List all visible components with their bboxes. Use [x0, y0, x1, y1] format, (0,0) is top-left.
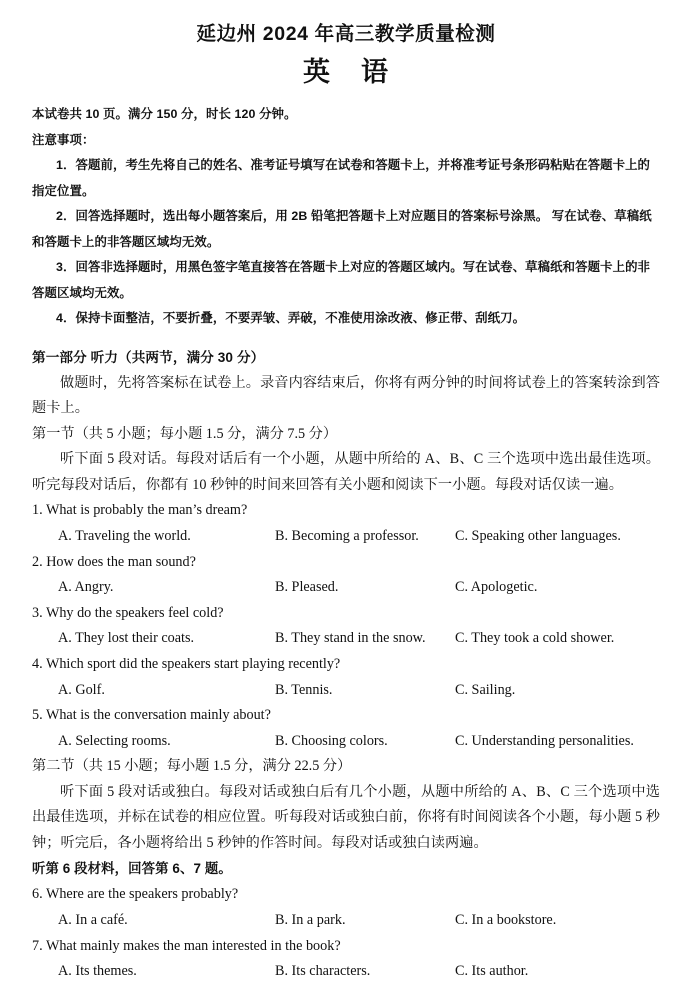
question-7-number: 7. — [32, 937, 43, 954]
question-1-text: What is probably the man’s dream? — [45, 502, 248, 519]
subject-title — [32, 53, 660, 92]
question-6 — [32, 882, 660, 933]
question-6-number: 6. — [32, 886, 43, 903]
question-1-option-b[interactable]: B. Becoming a professor. — [275, 527, 419, 544]
question-3-option-a[interactable]: A. They lost their coats. — [58, 630, 195, 647]
question-2-option-a[interactable]: A. Angry. — [58, 579, 114, 596]
notice-item-4: 4．保持卡面整洁，不要折叠，不要弄皱、弄破，不准使用涂改液、修正带、刮纸刀。 — [56, 311, 526, 326]
notice-label: 注意事项： — [32, 132, 95, 147]
question-3-number: 3. — [32, 604, 43, 621]
subject-char-second: 语 — [361, 57, 389, 88]
question-4-stem — [32, 652, 660, 678]
subject-char-first: 英 — [303, 57, 331, 88]
question-5-option-c[interactable]: C. Understanding personalities. — [455, 732, 634, 749]
section-one-directions — [32, 447, 660, 498]
question-3-text: Why do the speakers feel cold? — [45, 604, 224, 621]
question-2 — [32, 550, 660, 601]
question-7-options — [32, 959, 660, 985]
question-1-stem — [32, 498, 660, 524]
question-4-options — [32, 678, 660, 704]
question-7-option-c[interactable]: C. Its author. — [455, 963, 529, 980]
question-6-option-b[interactable]: B. In a park. — [275, 911, 346, 928]
notice-item-2: 2．回答选择题时，选出每小题答案后，用 2B 铅笔把答题卡上对应题目的答案标号涂黑。 写在试卷、草稿纸和答题卡上的非答题区域均无效。 — [32, 209, 652, 249]
part-one-directions — [32, 371, 660, 422]
part-one-directions-text: 做题时，先将答案标在试卷上。录音内容结束后，你将有两分钟的时间将试卷上的答案转涂到答题卡上。 — [32, 374, 660, 417]
question-3-option-c[interactable]: C. They took a cold shower. — [455, 630, 615, 647]
section-two-heading: 第二节（共 15 小题；每小题 1.5 分，满分 22.5 分） — [32, 758, 352, 775]
question-5-option-b[interactable]: B. Choosing colors. — [275, 732, 388, 749]
question-7-stem — [32, 934, 660, 960]
question-3 — [32, 601, 660, 652]
question-1-number: 1. — [32, 502, 43, 519]
question-4-option-a[interactable]: A. Golf. — [58, 681, 105, 698]
question-1-option-c[interactable]: C. Speaking other languages. — [455, 527, 621, 544]
question-7 — [32, 934, 660, 985]
question-3-option-b[interactable]: B. They stand in the snow. — [275, 630, 426, 647]
question-5-options — [32, 729, 660, 755]
question-2-option-b[interactable]: B. Pleased. — [275, 579, 339, 596]
section-one-heading: 第一节（共 5 小题；每小题 1.5 分，满分 7.5 分） — [32, 425, 338, 442]
question-6-option-a[interactable]: A. In a café. — [58, 911, 128, 928]
question-2-stem — [32, 550, 660, 576]
section-two-questions — [32, 882, 660, 984]
question-1-option-a[interactable]: A. Traveling the world. — [58, 527, 191, 544]
question-2-options — [32, 575, 660, 601]
question-6-option-c[interactable]: C. In a bookstore. — [455, 911, 557, 928]
question-2-option-c[interactable]: C. Apologetic. — [455, 579, 538, 596]
question-7-text: What mainly makes the man interested in the book? — [45, 937, 341, 954]
question-5-stem — [32, 703, 660, 729]
paper-info-line: 本试卷共 10 页。满分 150 分，时长 120 分钟。 — [32, 107, 297, 122]
question-3-options — [32, 626, 660, 652]
question-6-text: Where are the speakers probably? — [45, 886, 239, 903]
part-one-heading: 第一部分 听力（共两节，满分 30 分） — [32, 349, 265, 365]
notice-item-3: 3．回答非选择题时，用黑色签字笔直接答在答题卡上对应的答题区域内。写在试卷、草稿纸和答题卡上的非答题区域均无效。 — [32, 260, 651, 300]
question-1 — [32, 498, 660, 549]
question-4-text: Which sport did the speakers start playing recently? — [45, 655, 341, 672]
question-6-options — [32, 908, 660, 934]
question-7-option-b[interactable]: B. Its characters. — [275, 963, 371, 980]
section-one-questions — [32, 498, 660, 754]
question-4-option-c[interactable]: C. Sailing. — [455, 681, 516, 698]
question-2-text: How does the man sound? — [46, 553, 196, 570]
question-6-stem — [32, 882, 660, 908]
question-3-stem — [32, 601, 660, 627]
section-two-directions-text: 听下面 5 段对话或独白。每段对话或独白后有几个小题，从题中所给的 A、B、C 三个选项中选出最佳选项，并标在试卷的相应位置。听每段对话或独白前，你将有时间阅读各个小题，每小题 5 秒钟；听完后，各小题将给出 5 秒钟的作答时间。每段对话或独白读两遍。 — [32, 783, 660, 851]
question-5-option-a[interactable]: A. Selecting rooms. — [58, 732, 171, 749]
question-4-option-b[interactable]: B. Tennis. — [275, 681, 333, 698]
question-1-options — [32, 524, 660, 550]
question-5-text: What is the conversation mainly about? — [45, 707, 271, 724]
question-5 — [32, 703, 660, 754]
notice-item-1: 1．答题前，考生先将自己的姓名、准考证号填写在试卷和答题卡上，并将准考证号条形码粘贴在答题卡上的指定位置。 — [32, 158, 651, 198]
question-4-number: 4. — [32, 655, 43, 672]
exam-title: 延边州 2024 年高三教学质量检测 — [196, 23, 496, 45]
question-2-number: 2. — [32, 553, 43, 570]
section-one-directions-text: 听下面 5 段对话。每段对话后有一个小题，从题中所给的 A、B、C 三个选项中选出最佳选项。听完每段对话后，你都有 10 秒钟的时间来回答有关小题和阅读下一小题。每段对话仅读一遍。 — [32, 451, 660, 493]
question-5-number: 5. — [32, 707, 43, 724]
section-two-directions — [32, 780, 660, 857]
material-6-label: 听第 6 段材料，回答第 6、7 题。 — [32, 861, 232, 877]
question-4 — [32, 652, 660, 703]
question-7-option-a[interactable]: A. Its themes. — [58, 963, 137, 980]
exam-notice-block — [32, 102, 660, 332]
